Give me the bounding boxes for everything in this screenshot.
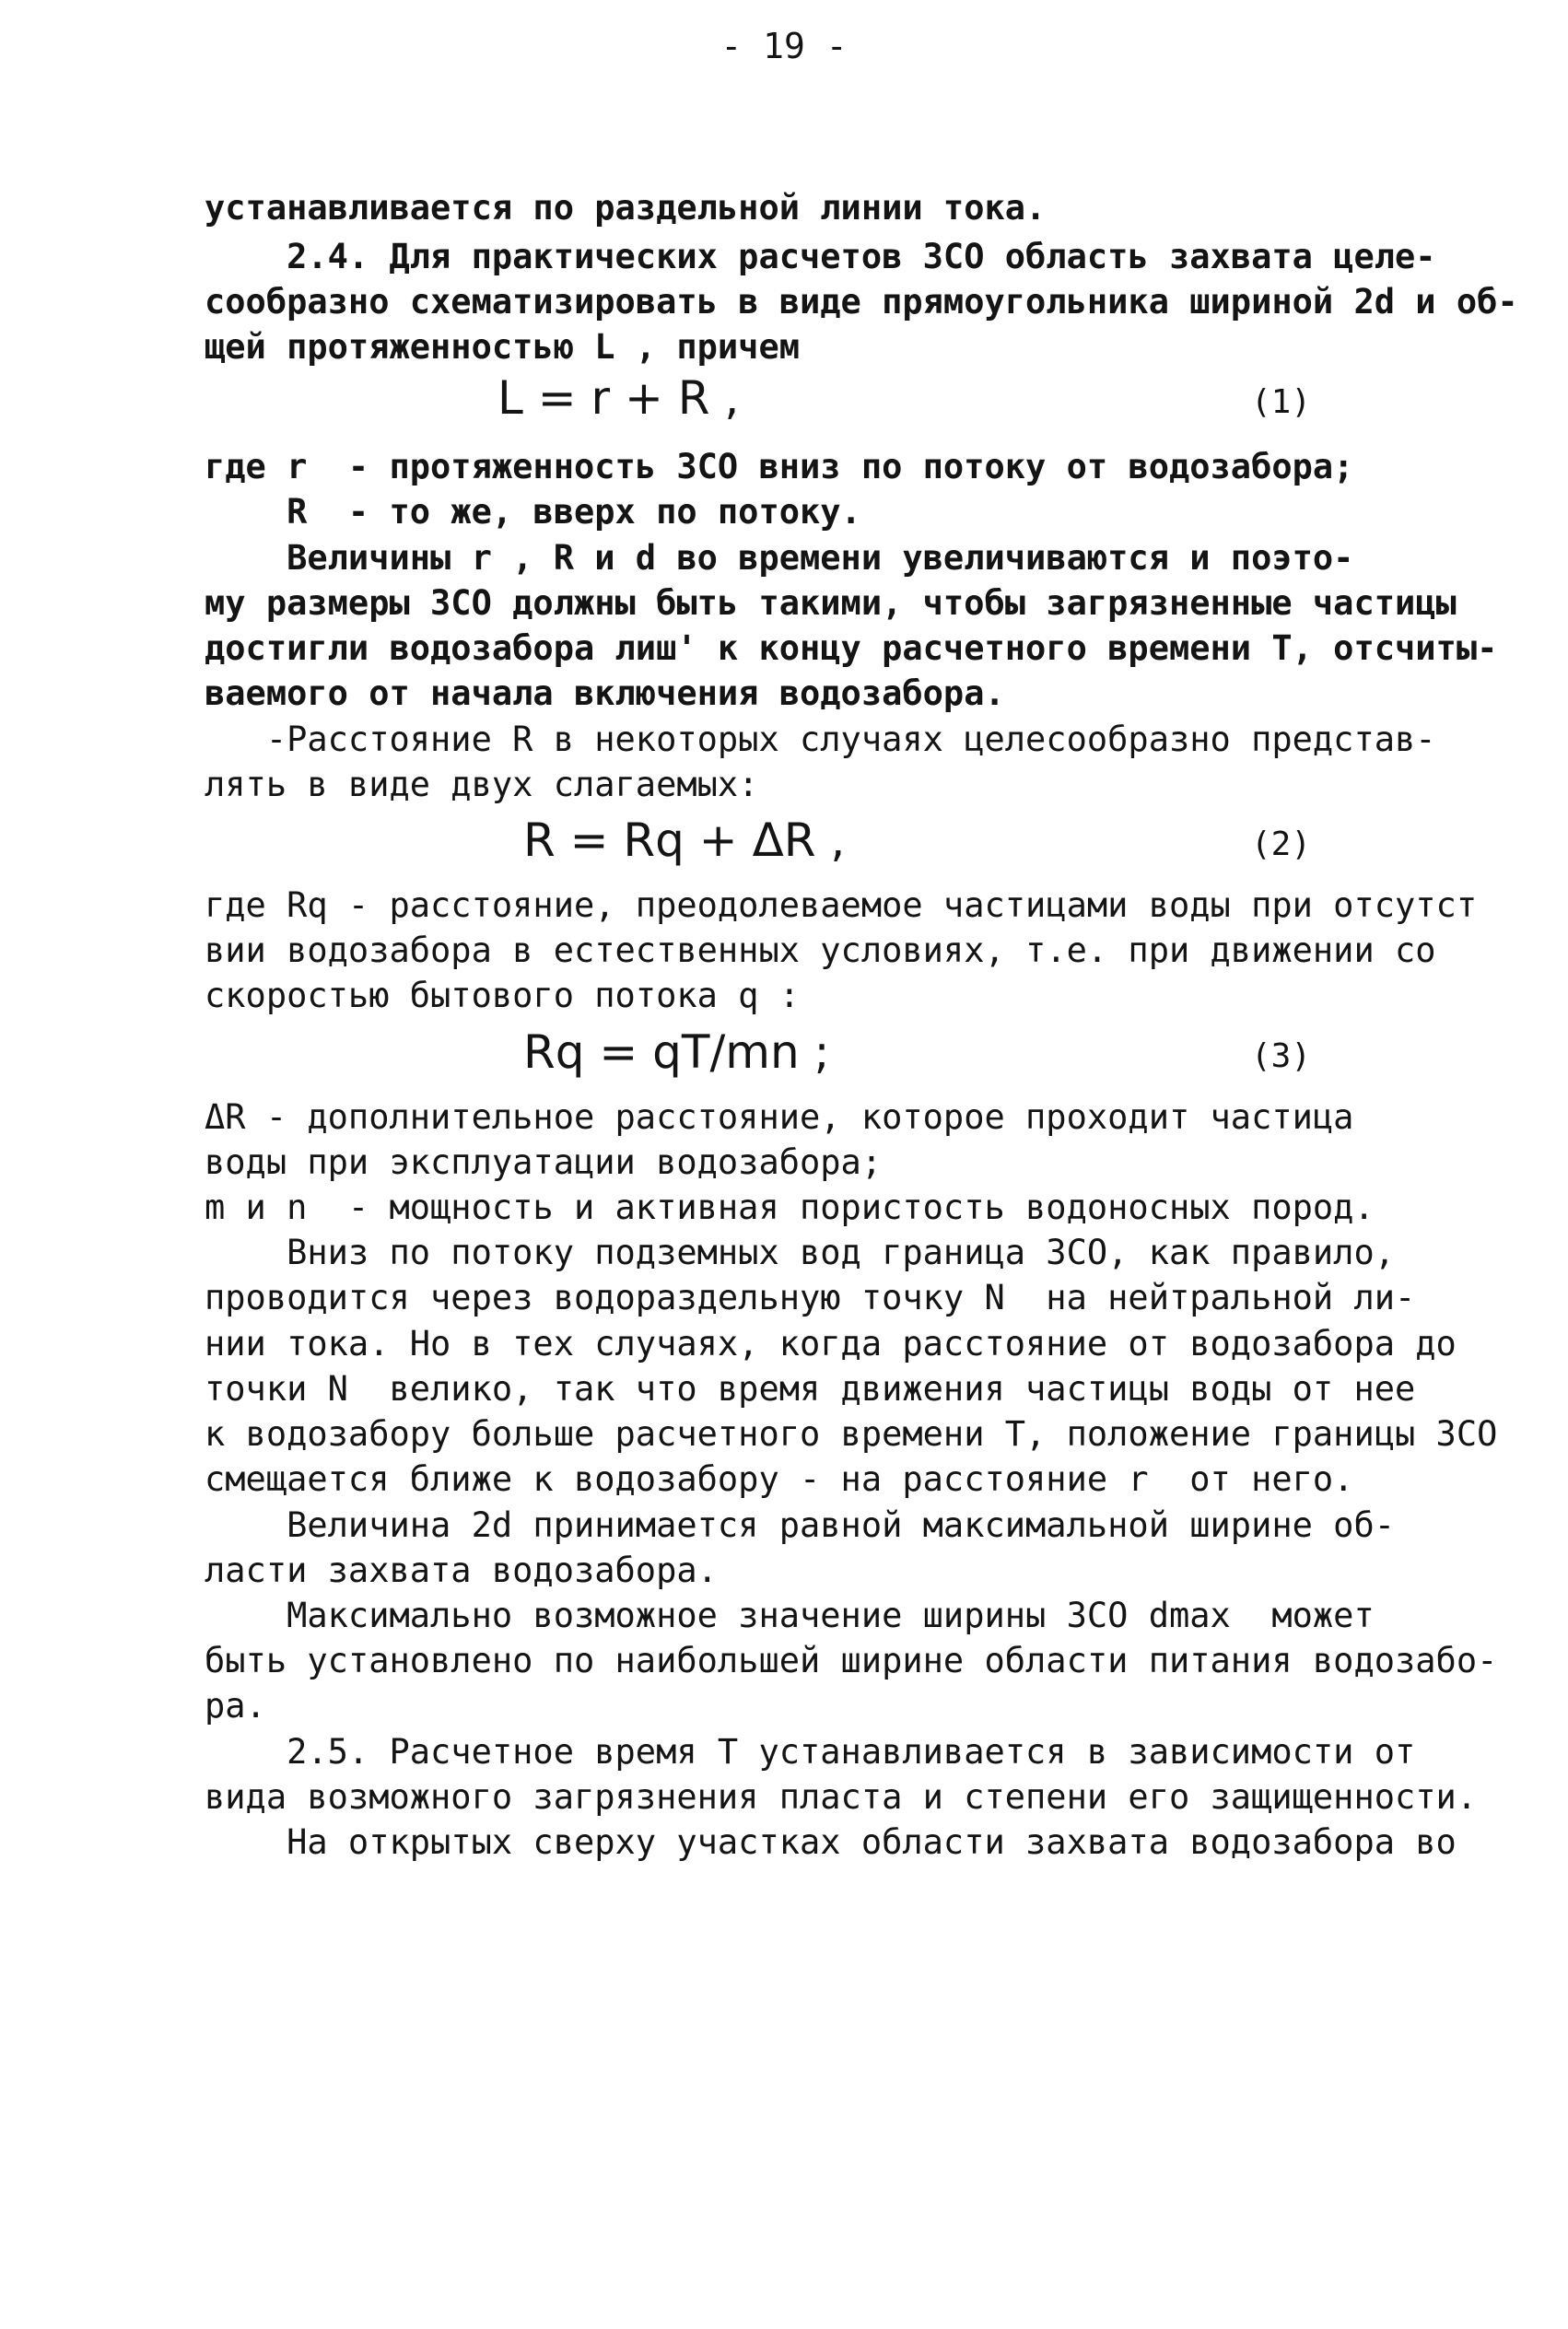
text-line-11: -Расстояние R в некоторых случаях целесообразно представ-: [205, 720, 1436, 759]
text-line-7: Величины r , R и d во времени увеличиваются и поэто-: [205, 538, 1354, 578]
text-line-14: вии водозабора в естественных условиях, т.е. при движении со: [205, 930, 1436, 970]
text-line-32: На открытых сверху участках области захвата водозабора во: [205, 1822, 1457, 1862]
text-line-31: вида возможного загрязнения пласта и степени его защищенности.: [205, 1777, 1478, 1817]
text-line-1: устанавливается по раздельной линии тока.: [205, 188, 1047, 228]
text-line-16: ΔR - дополнительное расстояние, которое проходит частица: [205, 1097, 1354, 1137]
text-line-25: Величина 2d принимается равной максимальной ширине об-: [205, 1505, 1396, 1545]
text-line-8: му размеры ЗСО должны быть такими, чтобы загрязненные частицы: [205, 583, 1457, 623]
text-line-6: R - то же, вверх по потоку.: [205, 492, 861, 532]
equation-number-3: (3): [1251, 1037, 1312, 1075]
formula-1: L = r + R ,: [497, 371, 740, 425]
formula-3: Rq = qT/mn ;: [523, 1025, 830, 1079]
text-line-12: лять в виде двух слагаемых:: [205, 765, 759, 804]
text-line-28: быть установлено по наибольшей ширине области питания водозабо-: [205, 1641, 1498, 1680]
text-line-24: смещается ближе к водозабору - на расстояние r от него.: [205, 1459, 1354, 1499]
text-line-17: воды при эксплуатации водозабора;: [205, 1142, 883, 1182]
text-line-4: щей протяженностью L , причем: [205, 327, 801, 367]
text-line-10: ваемого от начала включения водозабора.: [205, 673, 1005, 713]
text-line-23: к водозабору больше расчетного времени Т, положение границы ЗСО: [205, 1414, 1498, 1454]
text-line-15: скоростью бытового потока q :: [205, 976, 801, 1015]
text-line-20: проводится через водораздельную точку N на нейтральной ли-: [205, 1278, 1416, 1317]
text-line-9: достигли водозабора лиш' к концу расчетного времени Т, отсчиты-: [205, 628, 1498, 668]
text-line-13: где Rq - расстояние, преодолеваемое частицами воды при отсутст: [205, 885, 1478, 925]
text-line-5: где r - протяженность ЗСО вниз по потоку от водозабора;: [205, 447, 1354, 486]
text-line-3: сообразно схематизировать в виде прямоугольника шириной 2d и об-: [205, 282, 1518, 322]
text-line-30: 2.5. Расчетное время Т устанавливается в зависимости от: [205, 1732, 1416, 1772]
text-line-19: Вниз по потоку подземных вод граница ЗСО, как правило,: [205, 1233, 1396, 1272]
text-line-29: ра.: [205, 1686, 266, 1726]
text-line-18: m и n - мощность и активная пористость водоносных пород.: [205, 1188, 1375, 1227]
equation-number-1: (1): [1251, 383, 1312, 421]
text-line-26: ласти захвата водозабора.: [205, 1551, 718, 1590]
text-line-21: нии тока. Но в тех случаях, когда расстояние от водозабора до: [205, 1324, 1457, 1363]
formula-2: R = Rq + ΔR ,: [523, 813, 846, 867]
page-number: - 19 -: [720, 26, 848, 66]
text-line-22: точки N велико, так что время движения частицы воды от нее: [205, 1369, 1416, 1409]
text-line-2: 2.4. Для практических расчетов ЗСО область захвата целе-: [205, 237, 1436, 276]
equation-number-2: (2): [1251, 825, 1312, 863]
text-line-27: Максимально возможное значение ширины ЗСО dmax может: [205, 1596, 1375, 1635]
